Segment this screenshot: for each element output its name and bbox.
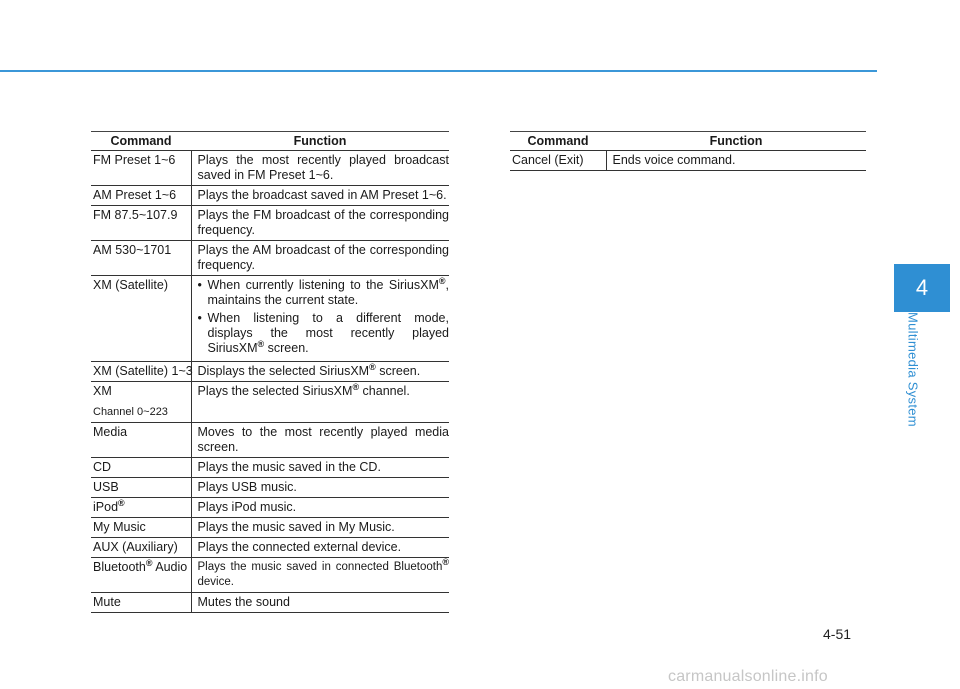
- table-row: [510, 151, 866, 171]
- table-row: [91, 538, 449, 558]
- function-cell: Plays the broadcast saved in AM Preset 1~6.: [191, 186, 449, 206]
- table-row: [91, 206, 449, 241]
- table-row: [91, 498, 449, 518]
- page-number: 4-51: [823, 626, 852, 642]
- command-cell: Media: [91, 423, 191, 458]
- table-row: [91, 276, 449, 362]
- command-cell: Cancel (Exit): [510, 151, 606, 171]
- function-cell: Displays the selected SiriusXM® screen.: [191, 362, 449, 382]
- command-cell: AM 530~1701: [91, 241, 191, 276]
- function-cell: Ends voice command.: [606, 151, 866, 171]
- command-cell: FM Preset 1~6: [91, 151, 191, 186]
- function-cell: Plays the AM broadcast of the corresponding frequency.: [191, 241, 449, 276]
- table-row: [91, 186, 449, 206]
- command-cell: My Music: [91, 518, 191, 538]
- command-cell: AM Preset 1~6: [91, 186, 191, 206]
- function-column-header: Function: [606, 132, 866, 151]
- function-cell: Moves to the most recently played media screen.: [191, 423, 449, 458]
- function-cell: Plays the connected external device.: [191, 538, 449, 558]
- function-cell: Plays the music saved in My Music.: [191, 518, 449, 538]
- function-cell: Plays the FM broadcast of the corresponding frequency.: [191, 206, 449, 241]
- function-cell: Plays the music saved in the CD.: [191, 458, 449, 478]
- chapter-label: Multimedia System: [905, 312, 921, 427]
- function-cell: Plays the selected SiriusXM® channel.: [191, 382, 449, 423]
- voice-command-table-right: [510, 131, 866, 171]
- command-cell: FM 87.5~107.9: [91, 206, 191, 241]
- command-column-header: Command: [91, 132, 191, 151]
- command-cell: AUX (Auxiliary): [91, 538, 191, 558]
- function-column-header: Function: [191, 132, 449, 151]
- registered-mark: ®: [438, 275, 446, 286]
- table-row: [91, 362, 449, 382]
- command-cell: iPod®: [91, 498, 191, 518]
- table-row: [91, 382, 449, 423]
- command-cell: Bluetooth® Audio: [91, 558, 191, 593]
- table-row: [91, 593, 449, 613]
- function-cell: Plays iPod music.: [191, 498, 449, 518]
- registered-mark: ®: [118, 497, 125, 508]
- function-cell: [191, 276, 449, 362]
- watermark: carmanualsonline.info: [668, 668, 828, 685]
- command-cell: XM (Satellite): [91, 276, 191, 362]
- command-cell: XM Channel 0~223: [91, 382, 191, 423]
- function-cell: Plays the most recently played broadcast saved in FM Preset 1~6.: [191, 151, 449, 186]
- table-row: [91, 518, 449, 538]
- command-cell: USB: [91, 478, 191, 498]
- table-header-row: [91, 132, 449, 151]
- registered-mark: ®: [257, 338, 265, 349]
- bullet-item: • When currently listening to the SiriusXM®, maintains the current state.: [198, 278, 450, 308]
- registered-mark: ®: [145, 557, 153, 568]
- command-cell: Mute: [91, 593, 191, 613]
- table-row: [91, 151, 449, 186]
- function-cell: Plays the music saved in connected Bluetooth® device.: [191, 558, 449, 593]
- registered-mark: ®: [369, 361, 376, 372]
- table-row: [91, 458, 449, 478]
- bullet-item: • When listening to a different mode, displays the most recently played SiriusXM® screen.: [198, 311, 450, 356]
- registered-mark: ®: [442, 557, 449, 568]
- command-column-header: Command: [510, 132, 606, 151]
- table-row: [91, 423, 449, 458]
- table-row: [91, 478, 449, 498]
- table-row: [91, 558, 449, 593]
- voice-command-table-left: [91, 131, 449, 613]
- header-rule: [0, 70, 877, 72]
- table-header-row: [510, 132, 866, 151]
- registered-mark: ®: [352, 381, 360, 392]
- command-cell: XM (Satellite) 1~3: [91, 362, 191, 382]
- table-row: [91, 241, 449, 276]
- function-cell: Plays USB music.: [191, 478, 449, 498]
- function-cell: Mutes the sound: [191, 593, 449, 613]
- command-cell: CD: [91, 458, 191, 478]
- chapter-tab: 4: [894, 264, 950, 312]
